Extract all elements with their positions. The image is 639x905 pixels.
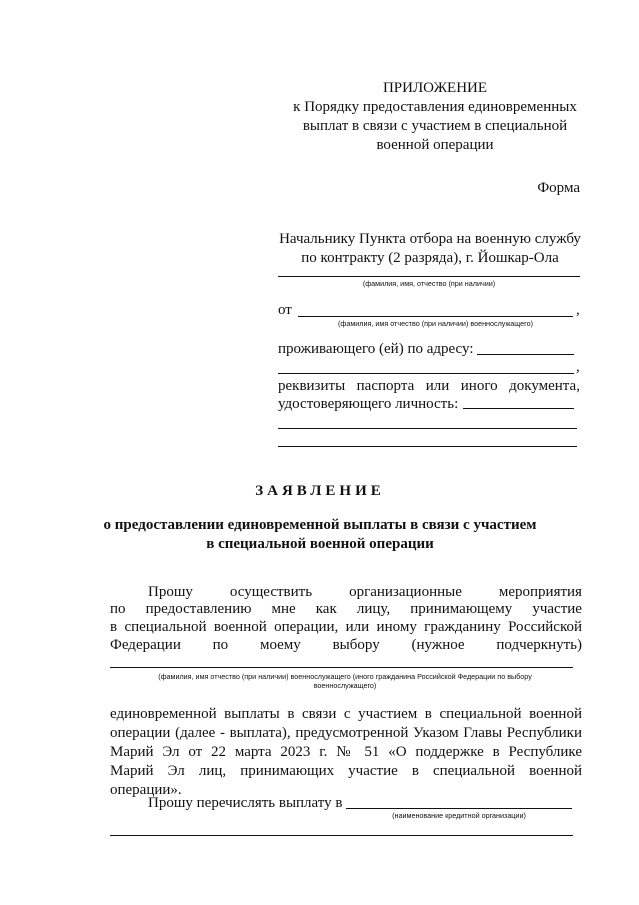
passport-underline-1[interactable] <box>463 408 574 409</box>
body-word: подчеркнуть) <box>496 637 582 653</box>
bank-underline[interactable] <box>346 808 572 809</box>
appendix-line: выплат в связи с участием в специальной <box>302 118 568 134</box>
paragraph-line: операции (далее - выплата), предусмотренной Указом Главы Республики <box>110 725 582 741</box>
addressee-line: по контракту (2 разряда), г. Йошкар-Ола <box>301 250 559 266</box>
passport-line <box>278 377 580 396</box>
body-word: Федерации <box>110 637 181 653</box>
hint-person-line: военнослужащего) <box>313 681 377 690</box>
body-row-4 <box>110 636 582 655</box>
appendix-block <box>280 79 590 155</box>
statement-subtitle <box>100 516 540 554</box>
body-paragraph <box>110 705 582 800</box>
addressee-line: Начальнику Пункта отбора на военную службу <box>279 231 581 247</box>
subtitle-line: о предоставлении единовременной выплаты в связи с участием <box>103 517 537 533</box>
body-word: выбору <box>332 637 380 653</box>
body-word: моему <box>259 637 301 653</box>
paragraph-line: единовременной выплаты в связи с участием в специальной военной <box>110 706 582 722</box>
body-word: (нужное <box>411 637 465 653</box>
hint-serviceman: (фамилия, имя отчество (при наличии) военнослужащего) <box>338 319 533 328</box>
paragraph-line: Марий Эл лиц, принимающих участие в специальной военной <box>110 763 582 779</box>
passport-underline-2[interactable] <box>278 428 577 429</box>
transfer-label: Прошу перечислять выплату в <box>148 795 343 811</box>
body-word: мероприятия <box>498 584 582 600</box>
residing-label: проживающего (ей) по адресу: <box>278 341 474 357</box>
paragraph-line: Марий Эл от 22 марта 2023 г. № 51 «О поддержке в Республике <box>110 744 582 760</box>
bank-underline-2[interactable] <box>110 835 573 836</box>
passport-word: реквизиты <box>278 378 346 394</box>
passport-word: или <box>425 378 450 394</box>
body-word: участие <box>532 601 582 617</box>
body-word: по <box>212 637 229 653</box>
body-row-2 <box>110 600 582 619</box>
address-comma: , <box>576 359 580 375</box>
appendix-title: ПРИЛОЖЕНИЕ <box>382 80 488 96</box>
from-underline[interactable] <box>298 316 573 317</box>
body-row-3: в специальной военной операции, или иному гражданину Российской <box>110 619 582 635</box>
subtitle-line: в специальной военной операции <box>206 536 434 552</box>
from-label: от <box>278 302 292 318</box>
body-word: Прошу <box>148 584 193 600</box>
address-underline-2[interactable] <box>278 373 574 374</box>
passport-line-2: удостоверяющего личность: <box>278 396 459 412</box>
hint-bank: (наименование кредитной организации) <box>392 811 526 820</box>
passport-underline-3[interactable] <box>278 446 577 447</box>
passport-word: иного <box>460 378 498 394</box>
from-comma: , <box>576 302 580 318</box>
body-word: лицу, <box>356 601 391 617</box>
name-underline[interactable] <box>278 276 580 277</box>
body-word: мне <box>271 601 296 617</box>
passport-word: документа, <box>509 378 580 394</box>
hint-name: (фамилия, имя, отчество (при наличии) <box>362 279 496 288</box>
addressee-block <box>270 230 590 268</box>
body-word: как <box>315 601 337 617</box>
address-underline-1[interactable] <box>477 354 574 355</box>
body-word: предоставлению <box>145 601 252 617</box>
statement-heading: ЗАЯВЛЕНИЕ <box>255 483 385 499</box>
body-word: организационные <box>349 584 462 600</box>
body-word: осуществить <box>229 584 313 600</box>
hint-person <box>110 672 580 690</box>
appendix-line: к Порядку предоставления единовременных <box>293 99 577 115</box>
body-word: принимающему <box>410 601 513 617</box>
passport-word: паспорта <box>356 378 415 394</box>
paragraph-line: операции». <box>110 782 182 798</box>
appendix-line: военной операции <box>376 137 494 153</box>
form-label: Форма <box>537 180 580 196</box>
hint-person-line: (фамилия, имя отчество (при наличии) военнослужащего (иного гражданина Российской Федерации по выбору <box>158 672 532 681</box>
body-word: по <box>110 601 126 617</box>
person-underline[interactable] <box>110 667 573 668</box>
